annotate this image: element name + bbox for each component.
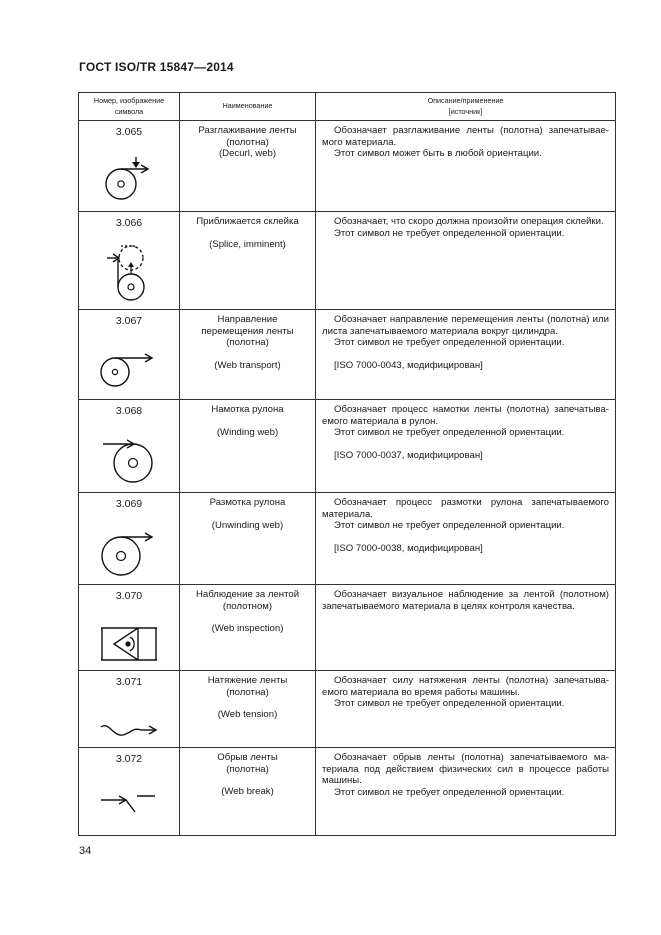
source-reference: [ISO 7000-0043, модифицирован]: [334, 360, 483, 372]
column-header-number: Номер, изображение символа: [79, 93, 180, 121]
table-row: [79, 585, 616, 671]
name-cell: Обрыв ленты (полотна) (Web break): [180, 748, 316, 836]
description-cell: Обозначает разглаживание ленты (полотна) запечатываемого материала. Этот символ может быть в любой ориентации.: [316, 121, 616, 212]
symbol-cell: [79, 671, 180, 748]
symbol-number: 3.066: [115, 217, 143, 229]
web-break-icon: [99, 792, 159, 818]
name-cell: Намотка рулона (Winding web): [180, 400, 316, 493]
table-row: [79, 121, 616, 212]
description-cell: Обозначает обрыв ленты (полотна) запечатываемого материала под действием физических сил в процессе работы машины. Этот символ не требует определенной ориентации.: [316, 748, 616, 836]
table-row: [79, 748, 616, 836]
symbol-number: 3.067: [115, 315, 143, 327]
symbol-number: 3.072: [115, 753, 143, 765]
symbol-cell: [79, 310, 180, 400]
web-tension-icon: [99, 721, 159, 741]
table-row: [79, 671, 616, 748]
page-number: 34: [79, 845, 92, 857]
table-row: [79, 212, 616, 310]
name-cell: Наблюдение за лентой (полотном) (Web inspection): [180, 585, 316, 671]
table-row: [79, 310, 616, 400]
description-cell: Обозначает процесс намотки ленты (полотна) запечатываемого материала в рулон. Этот символ не требует определенной ориентации. [ISO 7000-0037, модифицирован]: [316, 400, 616, 493]
symbol-number: 3.065: [115, 126, 143, 138]
name-cell: Разглаживание ленты (полотна) (Decurl, web): [180, 121, 316, 212]
unwinding-web-icon: [99, 526, 159, 578]
table-row: [79, 400, 616, 493]
symbols-table: [78, 92, 616, 836]
symbol-number: 3.071: [115, 676, 143, 688]
column-header-name: Наименование: [180, 93, 316, 121]
description-cell: Обозначает визуальное наблюдение за лентой (полотном) запечатываемого материала в целях контроля качества.: [316, 585, 616, 671]
symbol-cell: [79, 585, 180, 671]
web-transport-icon: [99, 344, 159, 394]
decurl-web-icon: [99, 157, 159, 207]
name-cell: Приближается склейка (Splice, imminent): [180, 212, 316, 310]
name-cell: Натяжение ленты (полотна) (Web tension): [180, 671, 316, 748]
page-header: ГОСТ ISO/TR 15847—2014: [79, 60, 234, 74]
symbol-cell: [79, 400, 180, 493]
name-cell: Размотка рулона (Unwinding web): [180, 493, 316, 585]
description-cell: Обозначает, что скоро должна произойти операция склейки. Этот символ не требует определенной ориентации.: [316, 212, 616, 310]
symbol-number: 3.070: [115, 590, 143, 602]
symbol-number: 3.069: [115, 498, 143, 510]
description-cell: Обозначает силу натяжения ленты (полотна) запечатываемого материала во время работы машины. Этот символ не требует определенной ориентации.: [316, 671, 616, 748]
source-reference: [ISO 7000-0037, модифицирован]: [334, 450, 483, 462]
splice-imminent-icon: [101, 240, 157, 306]
winding-web-icon: [101, 433, 157, 485]
symbol-cell: [79, 212, 180, 310]
description-cell: Обозначает процесс размотки рулона запечатываемого материала. Этот символ не требует определенной ориентации. [ISO 7000-0038, модифицирован]: [316, 493, 616, 585]
name-cell: Направление перемещения ленты (полотна) (Web transport): [180, 310, 316, 400]
symbol-cell: [79, 121, 180, 212]
table-header-row: [79, 93, 616, 121]
symbol-cell: [79, 493, 180, 585]
web-inspection-icon: [99, 623, 159, 665]
description-cell: Обозначает направление перемещения ленты (полотна) или листа запечатываемого материала вокруг цилиндра. Этот символ не требует определенной ориентации. [ISO 7000-0043, модифицирован]: [316, 310, 616, 400]
symbol-cell: [79, 748, 180, 836]
symbol-number: 3.068: [115, 405, 143, 417]
table-row: [79, 493, 616, 585]
source-reference: [ISO 7000-0038, модифицирован]: [334, 543, 483, 555]
column-header-description: Описание/применение [источник]: [316, 93, 616, 121]
